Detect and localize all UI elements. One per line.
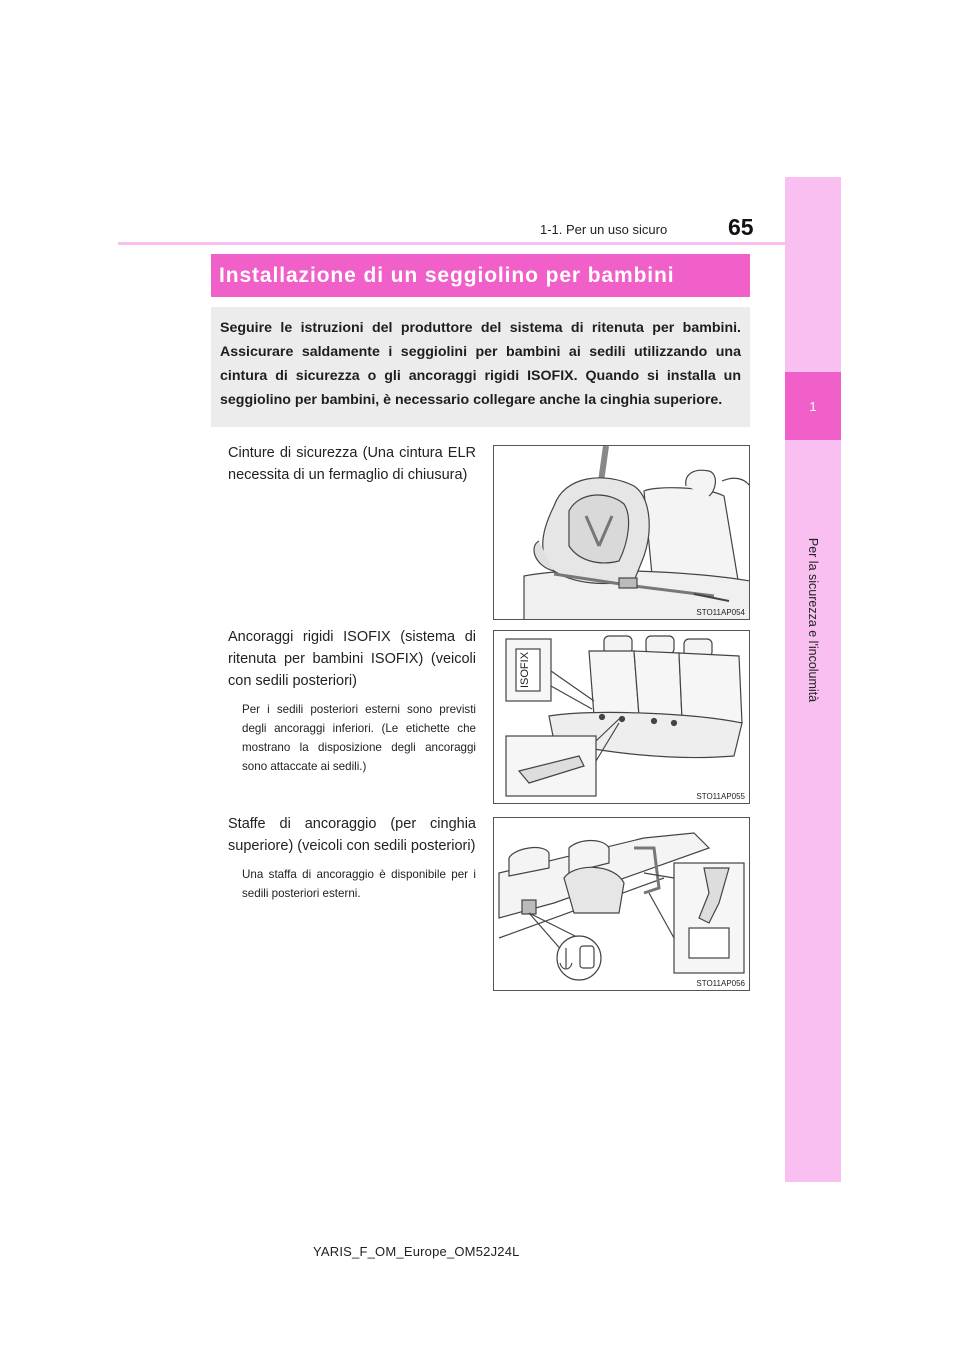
title-bar — [211, 254, 750, 297]
figure-top-tether-anchor — [493, 817, 750, 991]
figure-label: STO11AP056 — [696, 979, 745, 988]
section-label: 1-1. Per un uso sicuro — [540, 222, 668, 237]
isofix-label-text: ISOFIX — [519, 651, 531, 689]
tether-anchor-illustration — [494, 818, 750, 991]
item-title: Ancoraggi rigidi ISOFIX (sistema di ritenuta per bambini ISOFIX) (veicoli con sedili posteriori) — [228, 629, 476, 689]
item-note: Per i sedili posteriori esterni sono previsti degli ancoraggi inferiori. (Le etichette che mostrano la disposizione degli ancoraggi sono attaccate ai sedili.) — [242, 703, 476, 773]
item-title: Staffe di ancoraggio (per cinghia superiore) (veicoli con sedili posteriori) — [228, 816, 476, 854]
footer-doc-code: YARIS_F_OM_Europe_OM52J24L — [313, 1244, 520, 1259]
item-note: Una staffa di ancoraggio è disponibile per i sedili posteriori esterni. — [242, 868, 476, 900]
item-seat-belts — [228, 442, 476, 486]
child-seat-illustration — [494, 446, 750, 620]
figure-seat-belt-child-seat — [493, 445, 750, 620]
figure-label: STO11AP054 — [696, 608, 745, 617]
figure-label: STO11AP055 — [696, 792, 745, 801]
page-number: 65 — [728, 214, 754, 240]
page-title: Installazione di un seggiolino per bambini — [219, 263, 675, 287]
isofix-seat-illustration — [494, 631, 750, 804]
item-isofix — [228, 626, 476, 776]
intro-box: Seguire le istruzioni del produttore del sistema di ritenuta per bambini. Assicurare saldamente i seggiolini per bambini ai sedili utilizzando una cintura di sicurezza o gli ancoraggi rigidi ISOFIX. Quando si installa un seggiolino per bambini, è necessario collegare anche la cinghia superiore. — [211, 307, 750, 427]
item-title: Cinture di sicurezza (Una cintura ELR necessita di un fermaglio di chiusura) — [228, 445, 476, 483]
chapter-title-vertical: Per la sicurezza e l'incolumità — [806, 537, 820, 703]
figure-isofix-anchors — [493, 630, 750, 804]
chapter-number: 1 — [785, 372, 841, 440]
item-anchor-brackets — [228, 813, 476, 903]
header-rule — [118, 242, 785, 245]
